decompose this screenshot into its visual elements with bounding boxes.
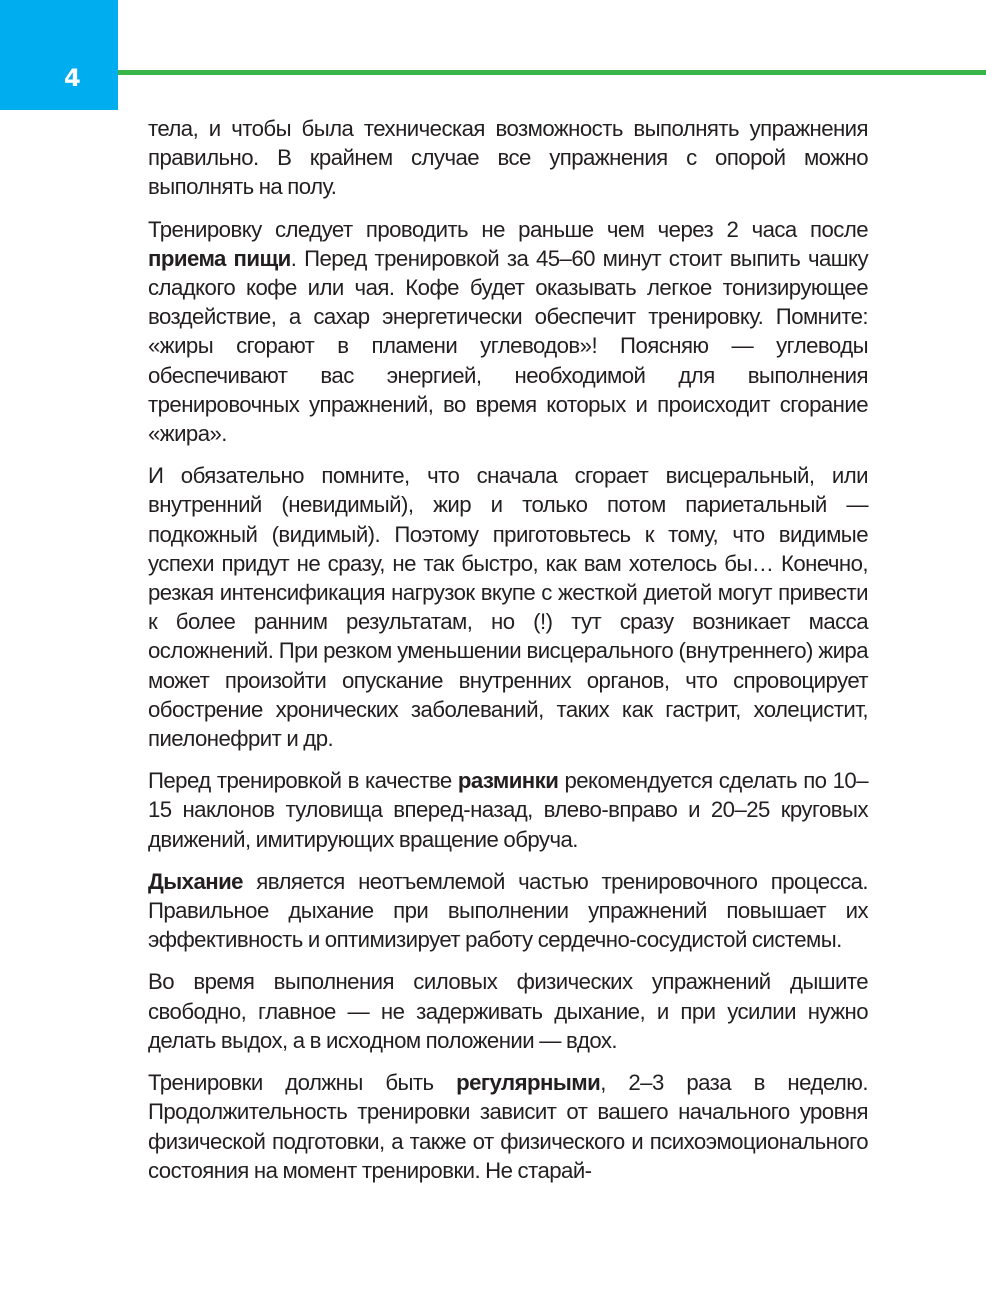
bold-term: Дыхание xyxy=(148,868,243,894)
paragraph-3: И обязательно помните, что сначала сгорает висцеральный, или внутренний (невидимый), жир и только потом париетальный — подкожный (видимый). Поэтому приготовьтесь к тому, что видимые успехи придут не сразу, не так быстро, как вам хотелось бы… Конечно, резкая интенсификация нагрузок вкупе с жесткой диетой могут привести к более ранним результатам, но (!) тут сразу возникает масса осложнений. При резком уменьшении висцерального (внутреннего) жира может произойти опускание внутренних органов, что спровоцирует обострение хронических заболеваний, таких как гастрит, холецистит, пиелонефрит и др. xyxy=(148,463,868,752)
paragraph-7: Тренировки должны быть регулярными, 2–3 раза в неделю. Продолжительность тренировки зависит от вашего начального уровня физической подготовки, а также от физического и психоэмоционального состояния на момент тренировки. Не старай- xyxy=(148,1070,868,1183)
header-rule xyxy=(118,70,986,75)
paragraph-5: Дыхание является неотъемлемой частью тренировочного процесса. Правильное дыхание при выполнении упражнений повышает их эффективность и оптимизирует работу сердечно-сосудистой системы. xyxy=(148,868,868,953)
paragraph-4: Перед тренировкой в качестве разминки рекомендуется сделать по 10–15 наклонов туловища вперед-назад, влево-вправо и 20–25 круговых движений, имитирующих вращение обруча. xyxy=(148,768,868,852)
paragraph-2: Тренировку следует проводить не раньше чем через 2 часа после приема пищи. Перед тренировкой за 45–60 минут стоит выпить чашку сладкого кофе или чая. Кофе будет оказывать легкое тонизирующее воздействие, а сахар энергетически обеспечит тренировку. Помните: «жиры сгорают в пламени углеводов»! Поясняю — углеводы обеспечивают вас энергией, необходимой для выполнения тренировочных упражнений, во время которых и происходит сгорание «жира». xyxy=(148,216,868,447)
page-number-tab xyxy=(0,0,118,110)
bold-term: приема пищи xyxy=(148,245,291,271)
paragraph-6: Во время выполнения силовых физических упражнений дышите свободно, главное — не задерживать дыхание, и при усилии нужно делать выдох, а в исходном положении — вдох. xyxy=(148,969,868,1053)
body-text xyxy=(148,114,868,1198)
page-number: 4 xyxy=(64,64,81,92)
paragraph-1: тела, и чтобы была техническая возможность выполнять упражнения правильно. В крайнем случае все упражнения с опорой можно выполнять на полу. xyxy=(148,116,868,200)
bold-term: регулярными xyxy=(456,1070,601,1096)
bold-term: разминки xyxy=(457,768,559,794)
